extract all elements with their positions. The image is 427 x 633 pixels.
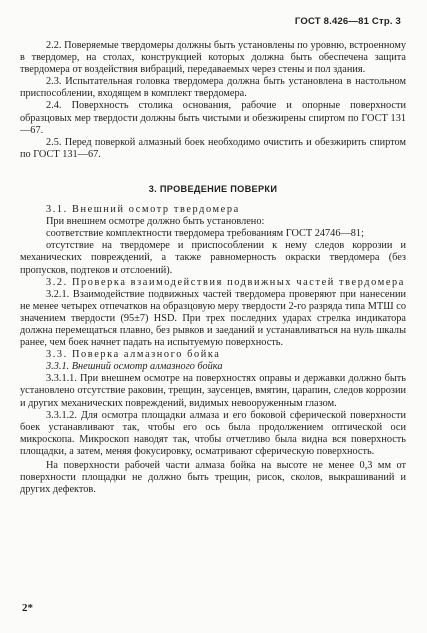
subsection-3-3-heading: 3.3. Поверка алмазного бойка bbox=[46, 349, 221, 361]
paragraph-3-3-1-1: 3.3.1.1. При внешнем осмотре на поверхностях оправы и державки должно быть установлено отсутствие раковин, трещин, заусенцев, вмятин, царапин, следов коррозии и других механических повреждений, видимых невооруженным глазом. bbox=[20, 373, 406, 409]
document-body bbox=[20, 40, 406, 496]
paragraph-2-5: 2.5. Перед поверкой алмазный боек необходимо очистить и обезжирить спиртом по ГОСТ 131—67. bbox=[20, 136, 406, 160]
paragraph-3-1-item-b: отсутствие на твердомере и приспособлении к нему следов коррозии и механических повреждений, а также равномерность окраски твердомера (без пропусков, подтеков и отслоений). bbox=[20, 240, 406, 276]
paragraph-3-3-1-2: 3.3.1.2. Для осмотра площадки алмаза и его боковой сферической поверхности боек устанавливают так, чтобы его ось была продолжением оптической оси микроскопа. Микроскоп наводят так, чтобы отчетливо была видна вся поверхность площадки, а затем, меняя фокусировку, осматривают сферическую поверхность. bbox=[20, 409, 406, 457]
paragraph-3-1-item-a: соответствие комплектности твердомера требованиям ГОСТ 24746—81; bbox=[46, 228, 364, 240]
subsection-3-2-heading: 3.2. Проверка взаимодействия подвижных частей твердомера bbox=[46, 276, 405, 288]
paragraph-2-4: 2.4. Поверхность столика основания, рабочие и опорные поверхности образцовых мер твердости должны быть чистыми и обезжирены спиртом по ГОСТ 131—67. bbox=[20, 100, 406, 136]
subsection-3-1-heading: 3.1. Внешний осмотр твердомера bbox=[46, 204, 240, 216]
paragraph-2-3: 2.3. Испытательная головка твердомера должна быть установлена в настольном приспособлении, входящем в комплект твердомера. bbox=[20, 76, 406, 100]
subsection-3-3-1-heading: 3.3.1. Внешний осмотр алмазного бойка bbox=[46, 361, 223, 373]
section-3-title: 3. ПРОВЕДЕНИЕ ПОВЕРКИ bbox=[148, 183, 278, 194]
paragraph-final: На поверхности рабочей части алмаза бойка на высоте не менее 0,3 мм от поверхности площадки не должно быть трещин, рисок, сколов, выкрашиваний и других дефектов. bbox=[20, 460, 406, 496]
paragraph-3-2-1: 3.2.1. Взаимодействие подвижных частей твердомера проверяют при нанесении не менее четырех отпечатков на образцовую меру твердости 2-го разряда типа МТШ со значением твердости (95±7) HSD. При трех последних ударах стрелка индикатора должна перемещаться плавно, без рывков и заеданий и устанавливаться на нуль шкалы ранее, чем боек начнет падать на испытуемую поверхность. bbox=[20, 288, 406, 349]
page-footer-mark: 2* bbox=[22, 602, 33, 614]
paragraph-3-1-intro: При внешнем осмотре должно быть установлено: bbox=[46, 216, 265, 228]
page-header: ГОСТ 8.426—81 Стр. 3 bbox=[294, 16, 401, 27]
paragraph-2-2: 2.2. Поверяемые твердомеры должны быть установлены по уровню, встроенному в твердомер, на столах, конструкцией которых должна быть обеспечена защита твердомера от воздействия вибраций, передаваемых через стены и пол здания. bbox=[20, 40, 406, 76]
